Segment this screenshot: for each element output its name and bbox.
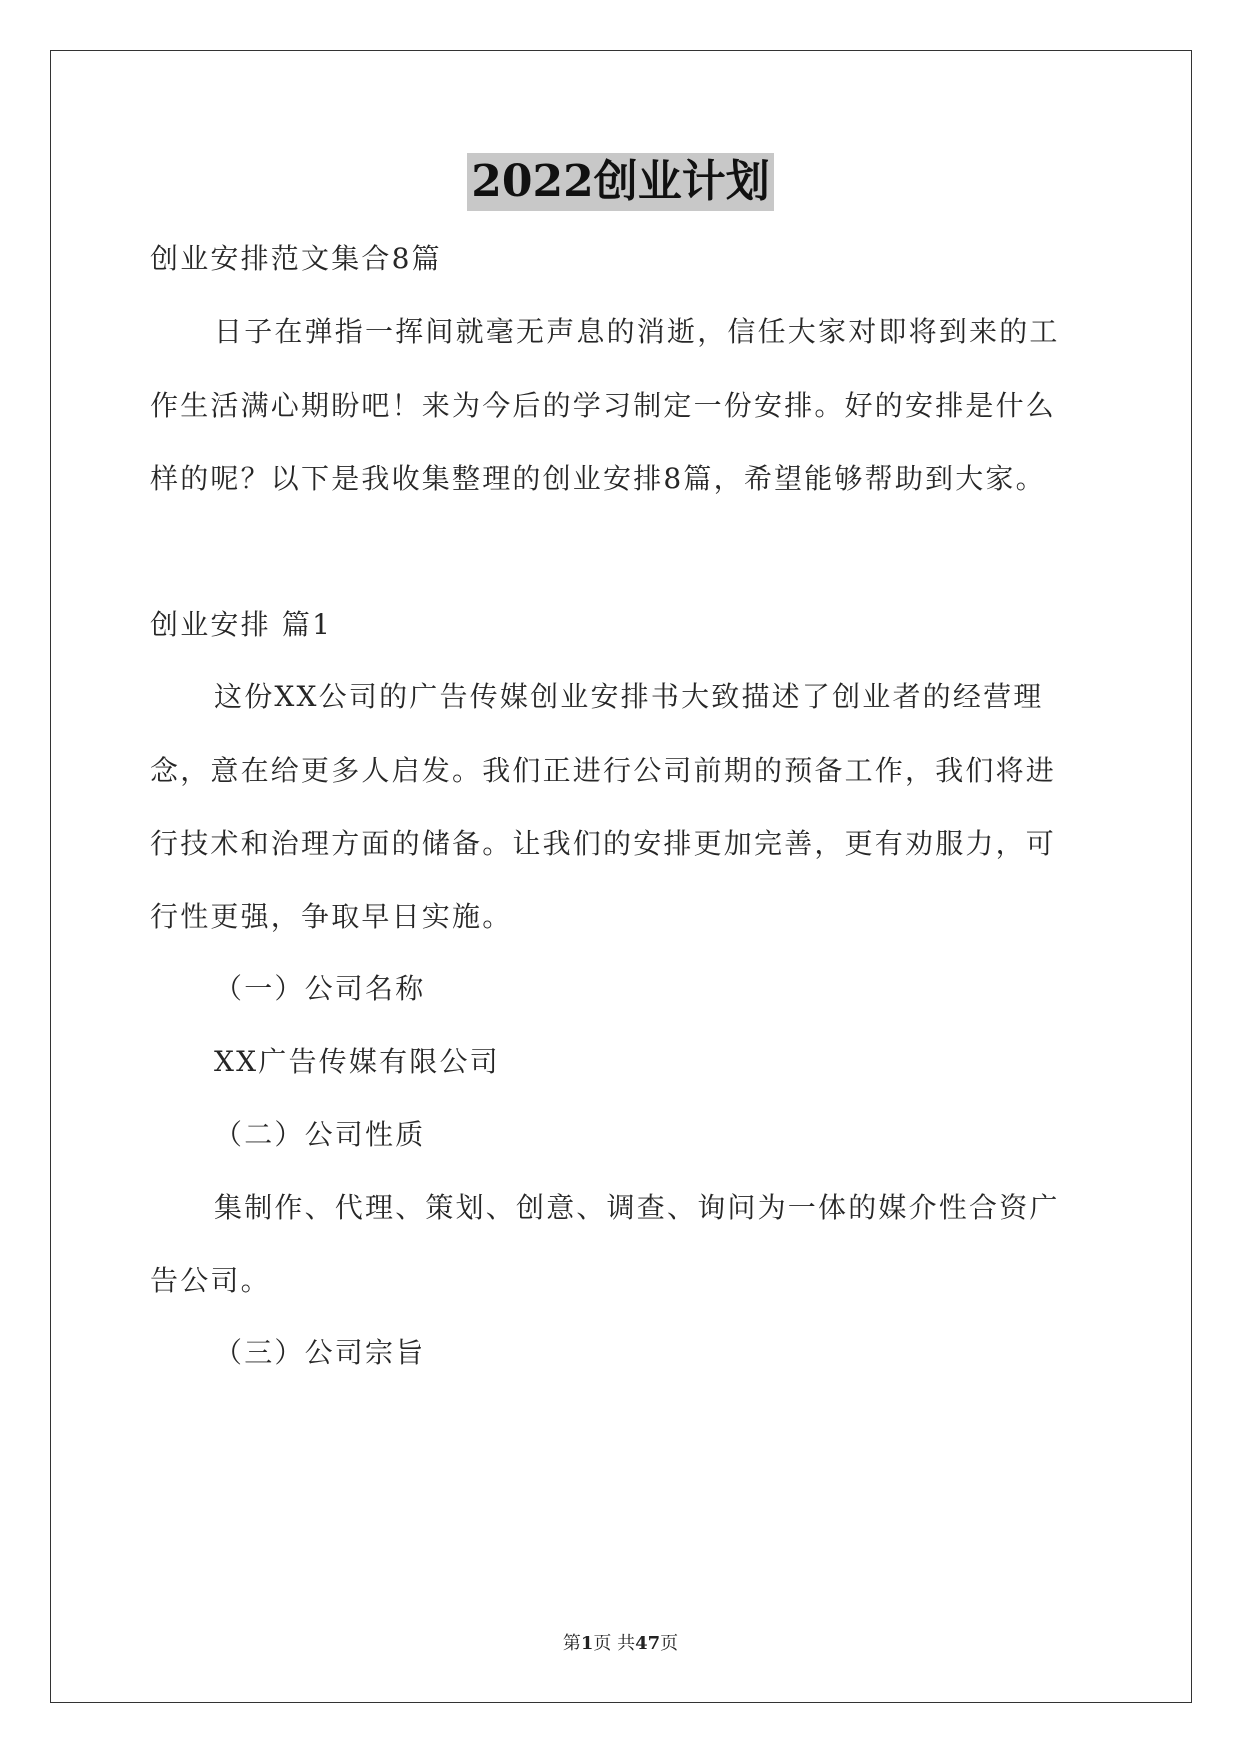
intro-line-1: 日子在弹指一挥间就毫无声息的消逝，信任大家对即将到来的工 xyxy=(214,315,1060,348)
item1-text: XX广告传媒有限公司 xyxy=(214,1045,500,1078)
footer-suffix: 页 xyxy=(660,1633,679,1654)
section-para-line-1: 这份XX公司的广告传媒创业安排书大致描述了创业者的经营理 xyxy=(214,680,1044,713)
intro-line-3: 样的呢？以下是我收集整理的创业安排8篇，希望能够帮助到大家。 xyxy=(150,462,1046,495)
document-title: 2022创业计划 xyxy=(467,153,773,211)
page-footer xyxy=(0,1632,1241,1656)
footer-total-pages: 47 xyxy=(635,1633,661,1654)
footer-mid: 页 共 xyxy=(593,1633,636,1654)
item2-line-2: 告公司。 xyxy=(150,1264,271,1297)
title-wrap xyxy=(0,153,1241,211)
section-para-line-3: 行技术和治理方面的储备。让我们的安排更加完善，更有劝服力，可 xyxy=(150,827,1057,860)
item3-heading: （三）公司宗旨 xyxy=(214,1336,426,1369)
item2-heading: （二）公司性质 xyxy=(214,1118,426,1151)
footer-prefix: 第 xyxy=(562,1633,581,1654)
section-para-line-2: 念，意在给更多人启发。我们正进行公司前期的预备工作，我们将进 xyxy=(150,754,1057,787)
page-border xyxy=(50,50,1192,1703)
item1-heading: （一）公司名称 xyxy=(214,972,426,1005)
section-heading: 创业安排 篇1 xyxy=(150,608,333,641)
item2-line-1: 集制作、代理、策划、创意、调查、询问为一体的媒介性合资广 xyxy=(214,1191,1060,1224)
section-para-line-4: 行性更强，争取早日实施。 xyxy=(150,900,513,933)
intro-line-2: 作生活满心期盼吧！来为今后的学习制定一份安排。好的安排是什么 xyxy=(150,389,1057,422)
document-subtitle: 创业安排范文集合8篇 xyxy=(150,242,442,275)
footer-page-number: 1 xyxy=(580,1633,594,1654)
